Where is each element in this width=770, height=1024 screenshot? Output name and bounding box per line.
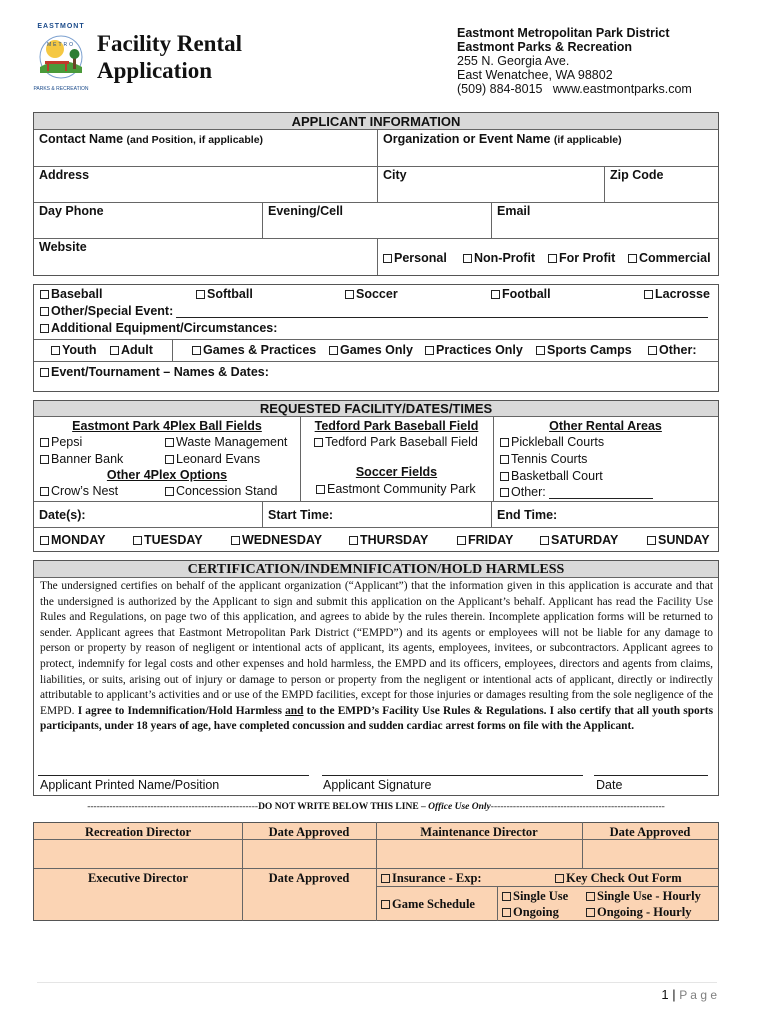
use-label: Games & Practices	[203, 343, 317, 357]
field-label: Concession Stand	[176, 484, 278, 498]
field-waste-mgmt-checkbox[interactable]	[165, 435, 287, 449]
checkbox-icon	[40, 290, 49, 299]
checkbox-icon	[110, 346, 119, 355]
checkbox-icon	[383, 254, 392, 263]
date-approved-label-3: Date Approved	[268, 871, 350, 885]
office-use-divider	[33, 802, 719, 812]
divider	[376, 886, 718, 887]
divider	[172, 339, 173, 361]
divider	[604, 166, 605, 202]
checkbox-icon	[548, 254, 557, 263]
checkbox-icon	[329, 346, 338, 355]
page-word: P a g e	[679, 988, 717, 1002]
checkbox-icon	[349, 536, 358, 545]
org-sub: Eastmont Parks & Recreation	[457, 40, 633, 54]
logo	[33, 27, 89, 95]
checkbox-icon	[40, 307, 49, 316]
type-commercial-checkbox[interactable]	[628, 251, 711, 265]
maint-director-label: Maintenance Director	[420, 825, 538, 839]
sport-soccer-checkbox[interactable]	[345, 287, 398, 301]
start-time-field[interactable]: Start Time:	[268, 508, 334, 522]
single-hourly-checkbox[interactable]	[586, 889, 701, 904]
ongoing-checkbox[interactable]	[502, 905, 559, 920]
checkbox-icon	[628, 254, 637, 263]
use-label: Sports Camps	[547, 343, 632, 357]
checkbox-icon	[540, 536, 549, 545]
field-other-input-line[interactable]	[549, 498, 653, 499]
page-title-line2: Application	[97, 58, 213, 83]
divider-italic: Office Use Only	[428, 802, 491, 812]
park-logo-icon	[33, 27, 89, 95]
contact-name-note: (and Position, if applicable)	[126, 134, 264, 146]
field-label: Tennis Courts	[511, 452, 588, 466]
type-label: Non-Profit	[474, 251, 536, 265]
divider	[491, 202, 492, 238]
checkbox-icon	[40, 438, 49, 447]
checkbox-icon	[40, 536, 49, 545]
checkbox-icon	[586, 892, 595, 901]
divider	[34, 501, 718, 502]
checkbox-icon	[40, 324, 49, 333]
field-tennis-checkbox[interactable]	[500, 452, 587, 466]
field-label: Pepsi	[51, 435, 83, 449]
divider	[377, 130, 378, 166]
age-label: Youth	[62, 343, 97, 357]
checkbox-icon	[536, 346, 545, 355]
day-saturday-checkbox[interactable]	[540, 533, 618, 547]
field-concession-checkbox[interactable]	[165, 484, 277, 498]
footer-rule	[37, 982, 717, 983]
end-time-field[interactable]: End Time:	[497, 508, 558, 522]
checkbox-icon	[500, 472, 509, 481]
checkbox-icon	[463, 254, 472, 263]
insurance-label: Insurance - Exp:	[392, 871, 482, 885]
use-games-practices-checkbox[interactable]	[192, 343, 316, 357]
day-wednesday-checkbox[interactable]	[231, 533, 322, 547]
use-other-checkbox[interactable]	[648, 343, 697, 357]
divider	[497, 886, 498, 921]
page-footer: 1 | P a g e	[661, 987, 717, 1002]
org-address1: 255 N. Georgia Ave.	[457, 54, 570, 68]
day-monday-checkbox[interactable]	[40, 533, 105, 547]
cert-agree-a: I agree to Indemnification/Hold Harmless	[77, 704, 286, 717]
use-label: Practices Only	[436, 343, 523, 357]
sport-football-checkbox[interactable]	[491, 287, 551, 301]
other-event-checkbox[interactable]	[40, 304, 173, 318]
type-personal-checkbox[interactable]	[383, 251, 447, 265]
sport-label: Softball	[207, 287, 253, 301]
field-leonard-evans-checkbox[interactable]	[165, 452, 260, 466]
game-schedule-label: Game Schedule	[392, 897, 475, 911]
divider	[491, 501, 492, 527]
applicant-heading: APPLICANT INFORMATION	[34, 113, 718, 130]
day-label: MONDAY	[51, 533, 106, 547]
date-approved-label-2: Date Approved	[609, 825, 691, 839]
day-tuesday-checkbox[interactable]	[133, 533, 203, 547]
other-event-input-line[interactable]	[176, 317, 708, 318]
additional-equipment-checkbox[interactable]	[40, 321, 277, 335]
checkbox-icon	[586, 908, 595, 917]
field-label: Tedford Park Baseball Field	[325, 435, 478, 449]
divider	[34, 527, 718, 528]
age-youth-checkbox[interactable]	[51, 343, 96, 357]
checkbox-icon	[381, 874, 390, 883]
divider-dashes-left: ------------------------------------------------------	[87, 802, 259, 812]
evening-cell-field[interactable]: Evening/Cell	[268, 204, 344, 218]
sport-label: Lacrosse	[655, 287, 710, 301]
page-title-line1: Facility Rental	[97, 31, 242, 56]
day-label: THURSDAY	[360, 533, 429, 547]
website-field[interactable]: Website	[39, 240, 87, 254]
divider	[262, 202, 263, 238]
checkbox-icon	[165, 455, 174, 464]
day-friday-checkbox[interactable]	[457, 533, 513, 547]
field-pickleball-checkbox[interactable]	[500, 435, 604, 449]
key-check-label: Key Check Out Form	[566, 871, 682, 885]
checkbox-icon	[40, 455, 49, 464]
checkbox-icon	[40, 368, 49, 377]
sport-label: Soccer	[356, 287, 398, 301]
type-label: Personal	[394, 251, 447, 265]
field-banner-bank-checkbox[interactable]	[40, 452, 123, 466]
use-games-only-checkbox[interactable]	[329, 343, 413, 357]
checkbox-icon	[648, 346, 657, 355]
divider-text: DO NOT WRITE BELOW THIS LINE –	[258, 802, 429, 812]
field-label: Crow’s Nest	[51, 484, 119, 498]
field-pepsi-checkbox[interactable]	[40, 435, 82, 449]
col1-title: Eastmont Park 4Plex Ball Fields	[72, 419, 262, 433]
city-field[interactable]: City	[383, 168, 407, 182]
field-label: Eastmont Community Park	[327, 482, 476, 496]
field-label: Basketball Court	[511, 469, 603, 483]
org-event-label: Organization or Event Name	[383, 132, 551, 146]
checkbox-icon	[491, 290, 500, 299]
checkbox-icon	[314, 438, 323, 447]
checkbox-icon	[165, 487, 174, 496]
day-label: TUESDAY	[144, 533, 203, 547]
field-label: Waste Management	[176, 435, 288, 449]
checkbox-icon	[425, 346, 434, 355]
logo-mid-text: METRO	[46, 42, 76, 48]
zip-field[interactable]: Zip Code	[610, 168, 664, 182]
use-label: Other:	[659, 343, 697, 357]
field-label: Other:	[511, 485, 546, 499]
single-hourly-label: Single Use - Hourly	[597, 889, 701, 903]
printed-name-line[interactable]	[38, 775, 309, 776]
cert-agree-b: to the EMPD’s Facility Use Rules & Regulations. I also certify that all youth sports participants, under 18 years of age, have completed concussion and sudden cardiac arrest forms on file with the Applicant.	[40, 704, 714, 733]
logo-bottom-text: PARKS & RECREATION	[33, 86, 89, 92]
game-schedule-checkbox[interactable]	[381, 897, 475, 912]
age-adult-checkbox[interactable]	[110, 343, 153, 357]
checkbox-icon	[196, 290, 205, 299]
org-name: Eastmont Metropolitan Park District	[457, 26, 670, 40]
divider	[34, 339, 718, 340]
signature-label: Applicant Signature	[323, 778, 432, 792]
field-label: Banner Bank	[51, 452, 124, 466]
checkbox-icon	[345, 290, 354, 299]
printed-name-label: Applicant Printed Name/Position	[40, 778, 220, 792]
use-practices-only-checkbox[interactable]	[425, 343, 523, 357]
day-label: FRIDAY	[468, 533, 514, 547]
cert-body-text: The undersigned certifies on behalf of the applicant organization (“Applicant”) that the information given in this application is accurate and that the undersigned is authorized by the Applicant to sign and submit this application on the Applicant’s behalf. Applicant has read the Facility Use Rules and Regulations, on page two of this application, and agrees to abide by the rules therein. Incomplete application forms will be returned to sender. Applicant agrees that Eastmont Metropolitan Park District (“EMPD”) and its agents or employees will not be liable for any damage to person or property by reason of negligent or intentional acts of applicant, its agents, employees, invitees, or subcontractors. Applicant agrees to protect, indemnify for legal costs and other expenses and hold harmless, the EMPD and its officers, employees, directors and agents from claims, liabilities, or suits, arising out of injury or damage to person or property from the negligent or intentional acts of applicant, directly or indirectly attributable to applicant’s activities and or use of the EMPD facilities, except for those injuries or damages resulting from the sole negligence of the EMPD.	[40, 580, 713, 717]
dates-field[interactable]: Date(s):	[39, 508, 86, 522]
divider	[34, 361, 718, 362]
day-label: WEDNESDAY	[242, 533, 323, 547]
type-nonprofit-checkbox[interactable]	[463, 251, 535, 265]
divider	[34, 202, 718, 203]
checkbox-icon	[555, 874, 564, 883]
ongoing-hourly-checkbox[interactable]	[586, 905, 691, 920]
checkbox-icon	[133, 536, 142, 545]
checkbox-icon	[165, 438, 174, 447]
field-crows-nest-checkbox[interactable]	[40, 484, 118, 498]
divider	[377, 166, 378, 202]
exec-director-label: Executive Director	[87, 871, 189, 885]
checkbox-icon	[457, 536, 466, 545]
signature-line[interactable]	[322, 775, 583, 776]
key-check-checkbox[interactable]	[555, 871, 682, 886]
checkbox-icon	[502, 892, 511, 901]
date-line[interactable]	[594, 775, 708, 776]
type-label: For Profit	[559, 251, 616, 265]
sport-softball-checkbox[interactable]	[196, 287, 253, 301]
field-community-park-checkbox[interactable]	[316, 482, 476, 496]
cert-heading: CERTIFICATION/INDEMNIFICATION/HOLD HARMLESS	[34, 561, 718, 578]
sport-lacrosse-checkbox[interactable]	[644, 287, 710, 301]
checkbox-icon	[502, 908, 511, 917]
facility-heading: REQUESTED FACILITY/DATES/TIMES	[34, 401, 718, 417]
type-label: Commercial	[639, 251, 711, 265]
field-other-checkbox[interactable]	[500, 485, 546, 499]
email-field[interactable]: Email	[497, 204, 531, 218]
divider	[377, 238, 378, 275]
additional-label: Additional Equipment/Circumstances:	[51, 321, 278, 335]
checkbox-icon	[500, 488, 509, 497]
day-label: SUNDAY	[658, 533, 710, 547]
ongoing-label: Ongoing	[513, 905, 559, 919]
other-event-label: Other/Special Event:	[51, 304, 174, 318]
page-number: 1	[661, 987, 669, 1002]
col2-title: Tedford Park Baseball Field	[314, 419, 479, 433]
sport-label: Football	[502, 287, 551, 301]
address-field[interactable]: Address	[39, 168, 90, 182]
col3-title: Other Rental Areas	[549, 419, 662, 433]
org-phone-web: (509) 884-8015 www.eastmontparks.com	[457, 82, 692, 96]
day-sunday-checkbox[interactable]	[647, 533, 710, 547]
tournament-checkbox[interactable]	[40, 365, 269, 379]
checkbox-icon	[231, 536, 240, 545]
field-tedford-checkbox[interactable]	[314, 435, 478, 449]
org-address2: East Wenatchee, WA 98802	[457, 68, 613, 82]
checkbox-icon	[500, 438, 509, 447]
age-label: Adult	[121, 343, 153, 357]
checkbox-icon	[500, 455, 509, 464]
single-use-label: Single Use	[513, 889, 569, 903]
checkbox-icon	[647, 536, 656, 545]
day-label: SATURDAY	[551, 533, 619, 547]
ongoing-hourly-label: Ongoing - Hourly	[597, 905, 692, 919]
cert-agree-and: and	[285, 704, 304, 717]
checkbox-icon	[644, 290, 653, 299]
logo-top-text: EASTMONT	[37, 23, 85, 30]
sport-baseball-checkbox[interactable]	[40, 287, 102, 301]
checkbox-icon	[381, 900, 390, 909]
org-event-note: (if applicable)	[553, 134, 622, 146]
sport-label: Baseball	[51, 287, 103, 301]
checkbox-icon	[316, 485, 325, 494]
divider	[34, 166, 718, 167]
checkbox-icon	[40, 487, 49, 496]
contact-name-label: Contact Name	[39, 132, 124, 146]
date-label: Date	[596, 778, 623, 792]
col1-subtitle: Other 4Plex Options	[106, 468, 228, 482]
day-phone-field[interactable]: Day Phone	[39, 204, 104, 218]
divider	[262, 501, 263, 527]
contact-name-field[interactable]	[39, 132, 263, 146]
day-thursday-checkbox[interactable]	[349, 533, 428, 547]
field-label: Pickleball Courts	[511, 435, 605, 449]
insurance-checkbox[interactable]	[381, 871, 482, 886]
date-approved-label-1: Date Approved	[268, 825, 350, 839]
tournament-label: Event/Tournament – Names & Dates:	[51, 365, 269, 379]
use-label: Games Only	[340, 343, 413, 357]
field-label: Leonard Evans	[176, 452, 261, 466]
org-event-field[interactable]	[383, 132, 622, 146]
field-basketball-checkbox[interactable]	[500, 469, 603, 483]
use-sports-camps-checkbox[interactable]	[536, 343, 632, 357]
divider	[34, 238, 718, 239]
type-forprofit-checkbox[interactable]	[548, 251, 615, 265]
rec-director-label: Recreation Director	[84, 825, 192, 839]
divider-dashes-right: -------------------------------------------------------	[490, 802, 665, 812]
col2-subtitle: Soccer Fields	[355, 465, 438, 479]
single-use-checkbox[interactable]	[502, 889, 568, 904]
cert-body	[40, 579, 713, 735]
checkbox-icon	[51, 346, 60, 355]
checkbox-icon	[192, 346, 201, 355]
